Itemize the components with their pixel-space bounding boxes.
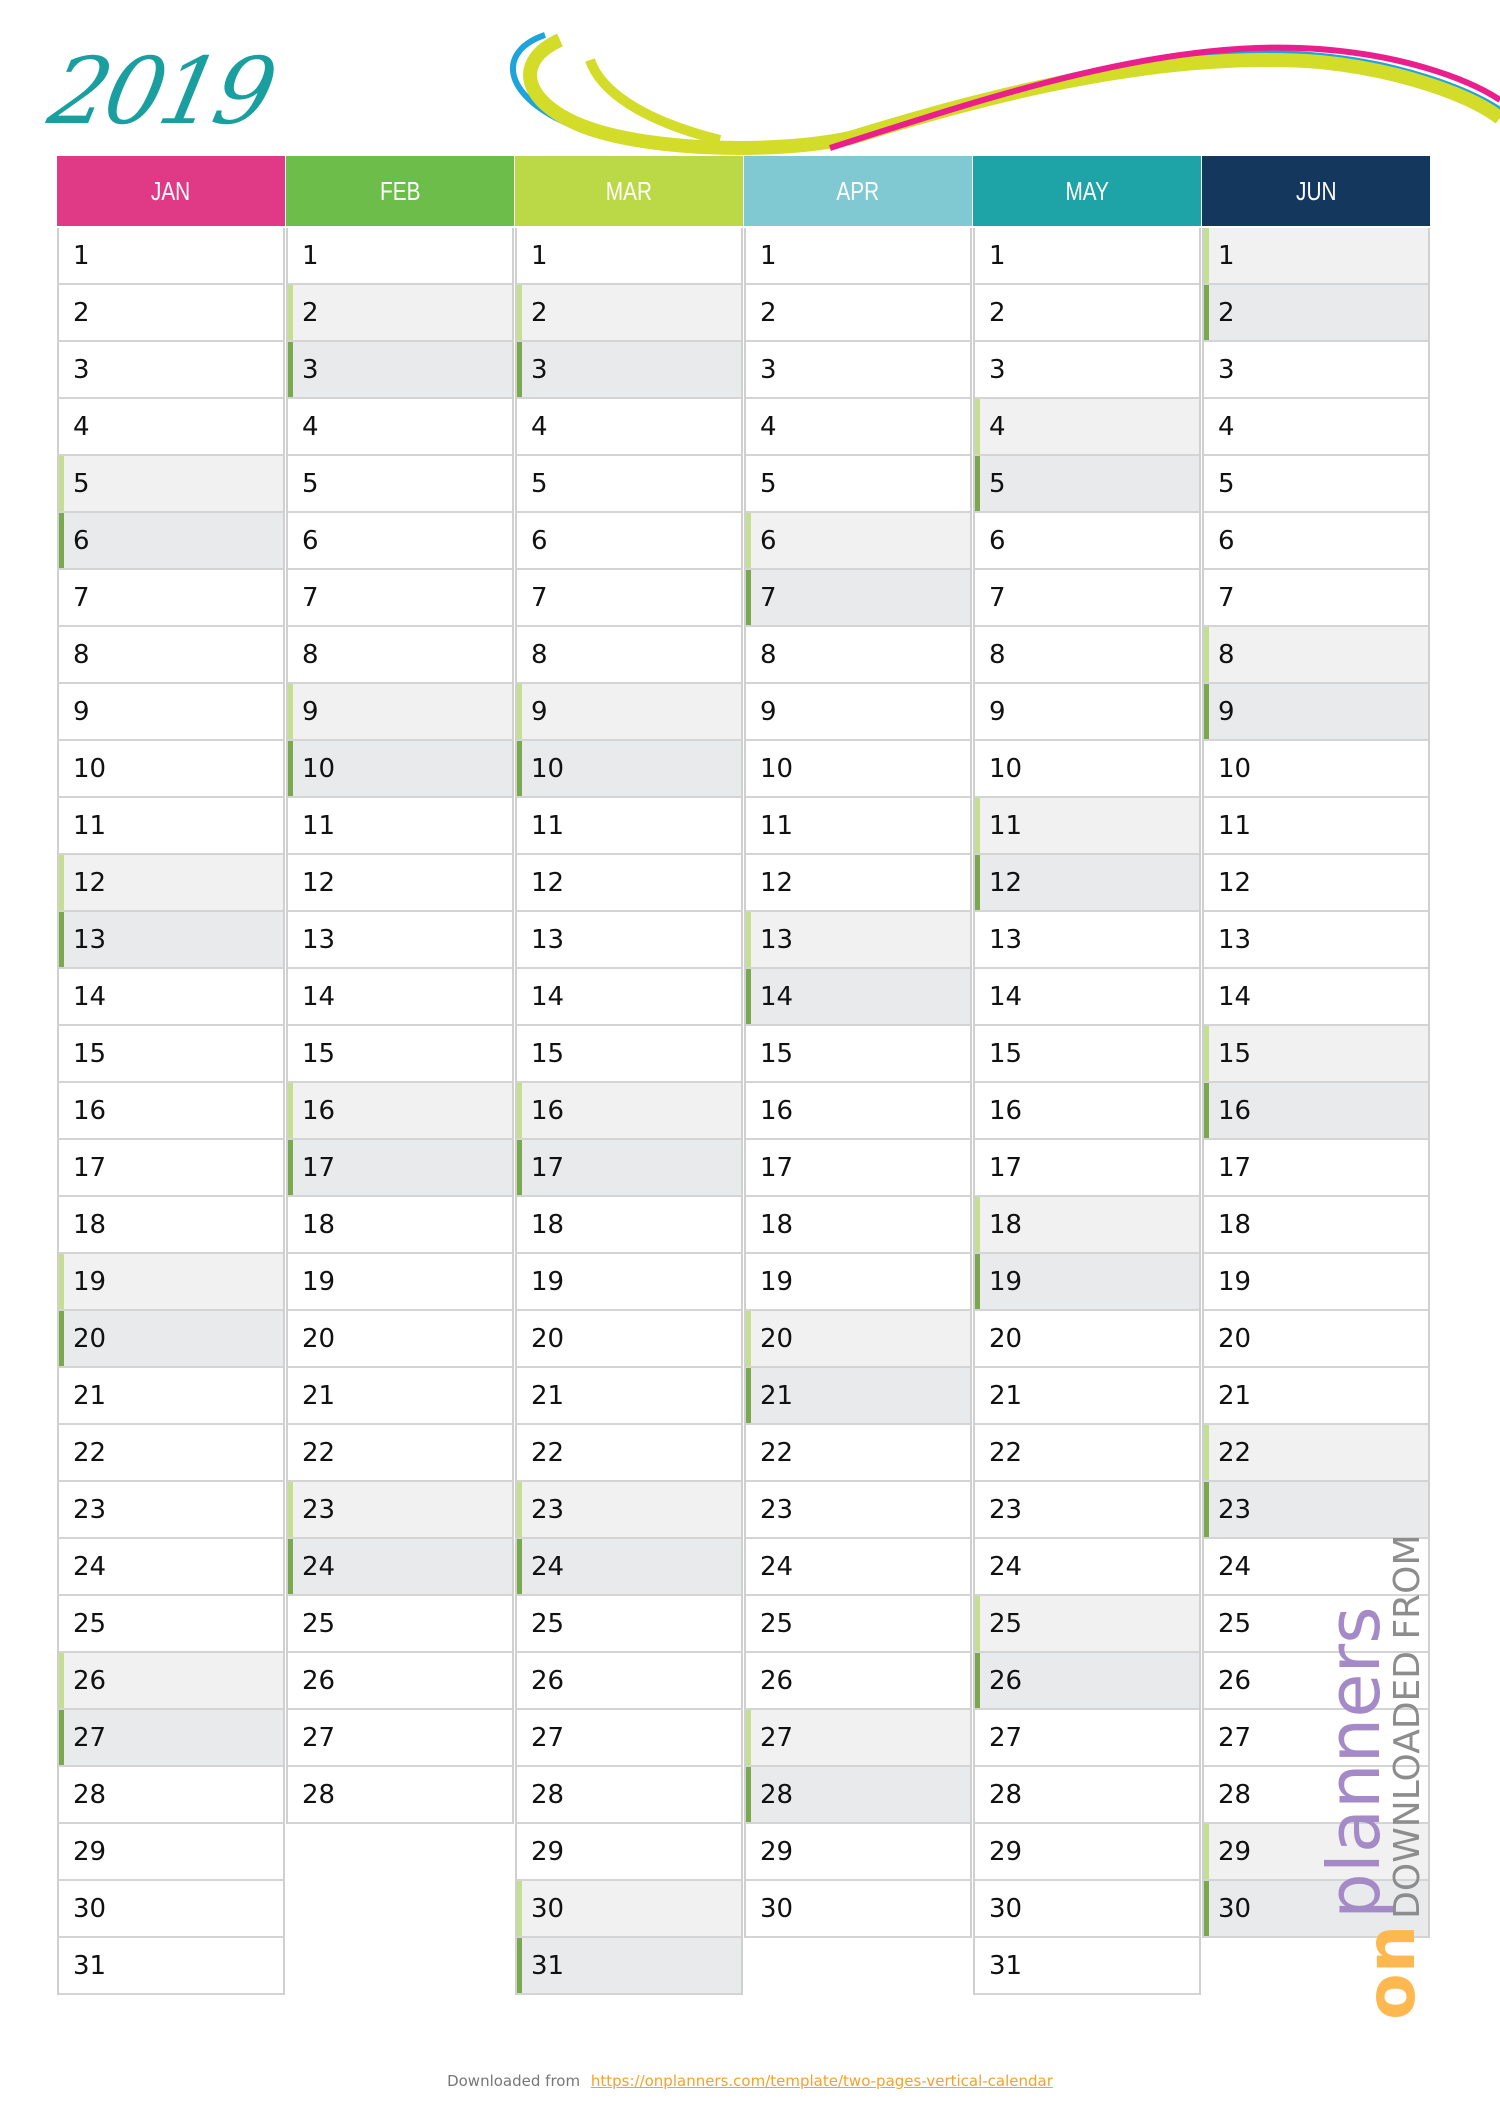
day-cell[interactable]: 18 — [746, 1197, 970, 1254]
day-cell[interactable]: 29 — [975, 1824, 1199, 1881]
day-cell[interactable]: 25 — [59, 1596, 283, 1653]
day-cell[interactable]: 14 — [975, 969, 1199, 1026]
day-cell[interactable]: 10 — [59, 741, 283, 798]
day-cell[interactable]: 22 — [1204, 1425, 1428, 1482]
day-cell[interactable]: 9 — [288, 684, 512, 741]
day-cell[interactable]: 22 — [975, 1425, 1199, 1482]
day-cell[interactable]: 6 — [288, 513, 512, 570]
day-cell[interactable]: 3 — [1204, 342, 1428, 399]
day-cell[interactable]: 26 — [517, 1653, 741, 1710]
year-title: 2019 — [40, 38, 282, 145]
day-cell[interactable]: 19 — [975, 1254, 1199, 1311]
day-cell[interactable]: 20 — [746, 1311, 970, 1368]
day-cell[interactable]: 17 — [746, 1140, 970, 1197]
day-cell[interactable]: 27 — [975, 1710, 1199, 1767]
day-cell[interactable]: 12 — [975, 855, 1199, 912]
day-cell[interactable]: 9 — [746, 684, 970, 741]
day-cell[interactable]: 5 — [1204, 456, 1428, 513]
day-cell[interactable]: 12 — [288, 855, 512, 912]
day-cell[interactable]: 10 — [517, 741, 741, 798]
watermark — [1312, 1534, 1431, 2020]
day-cell[interactable]: 12 — [517, 855, 741, 912]
day-cell[interactable]: 12 — [746, 855, 970, 912]
day-cell[interactable]: 10 — [1204, 741, 1428, 798]
day-cell[interactable]: 21 — [288, 1368, 512, 1425]
day-cell[interactable]: 13 — [746, 912, 970, 969]
day-cell[interactable]: 15 — [517, 1026, 741, 1083]
day-cell[interactable]: 25 — [746, 1596, 970, 1653]
day-cell[interactable]: 21 — [517, 1368, 741, 1425]
day-cell[interactable]: 23 — [59, 1482, 283, 1539]
day-cell[interactable]: 4 — [975, 399, 1199, 456]
month-header — [286, 156, 514, 226]
day-cell[interactable]: 2 — [975, 285, 1199, 342]
day-cell[interactable]: 18 — [517, 1197, 741, 1254]
month-column-jan — [57, 156, 285, 1995]
day-cell[interactable]: 14 — [59, 969, 283, 1026]
day-cell[interactable]: 23 — [517, 1482, 741, 1539]
day-cell[interactable]: 9 — [517, 684, 741, 741]
day-cell[interactable]: 20 — [517, 1311, 741, 1368]
day-cell[interactable]: 14 — [746, 969, 970, 1026]
day-cell[interactable]: 3 — [975, 342, 1199, 399]
day-cell[interactable]: 3 — [288, 342, 512, 399]
day-cell[interactable]: 27 — [1204, 1710, 1428, 1767]
day-cell[interactable]: 19 — [288, 1254, 512, 1311]
day-cell[interactable]: 14 — [288, 969, 512, 1026]
day-cell[interactable]: 2 — [1204, 285, 1428, 342]
month-column-may — [973, 156, 1201, 1995]
day-cell[interactable]: 22 — [746, 1425, 970, 1482]
day-cell[interactable]: 24 — [288, 1539, 512, 1596]
day-cell[interactable]: 29 — [1204, 1824, 1428, 1881]
day-cell[interactable]: 2 — [288, 285, 512, 342]
day-cell[interactable]: 31 — [59, 1938, 283, 1995]
day-cell[interactable]: 5 — [288, 456, 512, 513]
day-cell[interactable]: 16 — [975, 1083, 1199, 1140]
day-list — [286, 228, 514, 1824]
day-cell[interactable]: 24 — [59, 1539, 283, 1596]
day-cell[interactable]: 21 — [975, 1368, 1199, 1425]
day-cell[interactable]: 6 — [1204, 513, 1428, 570]
day-cell[interactable]: 13 — [288, 912, 512, 969]
day-cell[interactable]: 28 — [975, 1767, 1199, 1824]
month-label: MAR — [605, 175, 653, 206]
day-cell[interactable]: 4 — [1204, 399, 1428, 456]
day-cell[interactable]: 11 — [288, 798, 512, 855]
day-cell[interactable]: 8 — [59, 627, 283, 684]
day-cell[interactable]: 5 — [59, 456, 283, 513]
day-cell[interactable]: 6 — [517, 513, 741, 570]
day-list — [515, 228, 743, 1995]
day-cell[interactable]: 3 — [517, 342, 741, 399]
month-header — [515, 156, 743, 226]
month-label: JAN — [151, 175, 191, 206]
day-cell[interactable]: 23 — [1204, 1482, 1428, 1539]
day-cell[interactable]: 8 — [746, 627, 970, 684]
day-cell[interactable]: 18 — [975, 1197, 1199, 1254]
day-cell[interactable]: 14 — [517, 969, 741, 1026]
day-cell[interactable]: 8 — [1204, 627, 1428, 684]
day-cell[interactable]: 20 — [1204, 1311, 1428, 1368]
day-cell[interactable]: 31 — [517, 1938, 741, 1995]
month-header — [744, 156, 972, 226]
day-cell[interactable]: 17 — [288, 1140, 512, 1197]
day-cell[interactable]: 20 — [975, 1311, 1199, 1368]
day-cell[interactable]: 4 — [746, 399, 970, 456]
day-cell[interactable]: 17 — [517, 1140, 741, 1197]
day-cell[interactable]: 1 — [1204, 228, 1428, 285]
day-cell[interactable]: 15 — [288, 1026, 512, 1083]
day-cell[interactable]: 11 — [59, 798, 283, 855]
day-cell[interactable]: 7 — [746, 570, 970, 627]
day-cell[interactable]: 22 — [517, 1425, 741, 1482]
day-cell[interactable]: 7 — [1204, 570, 1428, 627]
day-cell[interactable]: 5 — [975, 456, 1199, 513]
footer-link[interactable]: https://onplanners.com/template/two-pages-vertical-calendar — [590, 2072, 1053, 2090]
day-cell[interactable]: 4 — [59, 399, 283, 456]
day-cell[interactable]: 9 — [1204, 684, 1428, 741]
day-cell[interactable]: 5 — [746, 456, 970, 513]
day-cell[interactable]: 23 — [975, 1482, 1199, 1539]
month-header — [57, 156, 285, 226]
day-cell[interactable]: 1 — [59, 228, 283, 285]
day-cell[interactable]: 11 — [517, 798, 741, 855]
day-cell[interactable]: 2 — [517, 285, 741, 342]
day-cell[interactable]: 20 — [59, 1311, 283, 1368]
day-cell[interactable]: 4 — [288, 399, 512, 456]
day-cell[interactable]: 17 — [59, 1140, 283, 1197]
footer-text: Downloaded from — [447, 2072, 581, 2090]
month-label: FEB — [379, 175, 421, 206]
day-cell[interactable]: 16 — [517, 1083, 741, 1140]
day-cell[interactable]: 30 — [746, 1881, 970, 1938]
day-cell[interactable]: 6 — [59, 513, 283, 570]
day-cell[interactable]: 25 — [975, 1596, 1199, 1653]
day-cell[interactable]: 23 — [288, 1482, 512, 1539]
day-cell[interactable]: 21 — [1204, 1368, 1428, 1425]
day-cell[interactable]: 8 — [517, 627, 741, 684]
day-cell[interactable]: 1 — [746, 228, 970, 285]
watermark-brand-on: on — [1352, 1924, 1431, 2020]
day-cell[interactable]: 31 — [975, 1938, 1199, 1995]
day-cell[interactable]: 25 — [517, 1596, 741, 1653]
day-cell[interactable]: 1 — [975, 228, 1199, 285]
day-cell[interactable]: 12 — [59, 855, 283, 912]
day-cell[interactable]: 3 — [746, 342, 970, 399]
day-cell[interactable]: 7 — [288, 570, 512, 627]
day-cell[interactable]: 16 — [288, 1083, 512, 1140]
day-cell[interactable]: 28 — [517, 1767, 741, 1824]
day-cell[interactable]: 10 — [746, 741, 970, 798]
day-cell[interactable]: 30 — [59, 1881, 283, 1938]
day-cell[interactable]: 2 — [59, 285, 283, 342]
month-column-apr — [744, 156, 972, 1995]
day-cell[interactable]: 23 — [746, 1482, 970, 1539]
day-cell[interactable]: 10 — [975, 741, 1199, 798]
day-cell[interactable]: 19 — [746, 1254, 970, 1311]
day-cell[interactable]: 28 — [1204, 1767, 1428, 1824]
day-cell[interactable]: 10 — [288, 741, 512, 798]
day-cell[interactable]: 17 — [975, 1140, 1199, 1197]
day-cell[interactable]: 15 — [1204, 1026, 1428, 1083]
day-cell[interactable]: 26 — [1204, 1653, 1428, 1710]
day-cell[interactable]: 11 — [746, 798, 970, 855]
day-cell[interactable]: 19 — [59, 1254, 283, 1311]
day-cell[interactable]: 18 — [59, 1197, 283, 1254]
day-cell[interactable]: 17 — [1204, 1140, 1428, 1197]
day-cell[interactable]: 27 — [517, 1710, 741, 1767]
calendar-grid — [57, 156, 1431, 1995]
day-cell[interactable]: 27 — [288, 1710, 512, 1767]
month-column-feb — [286, 156, 514, 1995]
day-cell[interactable]: 26 — [288, 1653, 512, 1710]
day-cell[interactable]: 4 — [517, 399, 741, 456]
day-cell[interactable]: 13 — [1204, 912, 1428, 969]
day-cell[interactable]: 25 — [288, 1596, 512, 1653]
day-cell[interactable]: 18 — [1204, 1197, 1428, 1254]
day-cell[interactable]: 26 — [59, 1653, 283, 1710]
day-cell[interactable]: 15 — [975, 1026, 1199, 1083]
day-cell[interactable]: 13 — [517, 912, 741, 969]
day-cell[interactable]: 25 — [1204, 1596, 1428, 1653]
day-cell[interactable]: 30 — [975, 1881, 1199, 1938]
day-cell[interactable]: 24 — [1204, 1539, 1428, 1596]
day-cell[interactable]: 7 — [517, 570, 741, 627]
day-list — [973, 228, 1201, 1995]
day-cell[interactable]: 1 — [517, 228, 741, 285]
day-cell[interactable]: 15 — [746, 1026, 970, 1083]
day-cell[interactable]: 5 — [517, 456, 741, 513]
day-cell[interactable]: 30 — [1204, 1881, 1428, 1938]
day-cell[interactable]: 21 — [746, 1368, 970, 1425]
day-cell[interactable]: 12 — [1204, 855, 1428, 912]
day-cell[interactable]: 6 — [975, 513, 1199, 570]
day-cell[interactable]: 8 — [975, 627, 1199, 684]
day-cell[interactable]: 1 — [288, 228, 512, 285]
day-cell[interactable]: 8 — [288, 627, 512, 684]
day-cell[interactable]: 27 — [746, 1710, 970, 1767]
day-cell[interactable]: 6 — [746, 513, 970, 570]
watermark-prefix: DOWNLOADED FROM — [1387, 1534, 1428, 1919]
day-cell[interactable]: 30 — [517, 1881, 741, 1938]
day-list — [57, 228, 285, 1995]
day-cell[interactable]: 24 — [517, 1539, 741, 1596]
day-cell[interactable]: 3 — [59, 342, 283, 399]
day-cell[interactable]: 21 — [59, 1368, 283, 1425]
day-cell[interactable]: 15 — [59, 1026, 283, 1083]
day-cell[interactable]: 20 — [288, 1311, 512, 1368]
day-cell[interactable]: 13 — [59, 912, 283, 969]
day-list — [744, 228, 972, 1938]
day-cell[interactable]: 26 — [975, 1653, 1199, 1710]
day-cell[interactable]: 28 — [746, 1767, 970, 1824]
footer — [0, 2072, 1500, 2090]
day-cell[interactable]: 28 — [59, 1767, 283, 1824]
day-cell[interactable]: 16 — [746, 1083, 970, 1140]
day-cell[interactable]: 19 — [1204, 1254, 1428, 1311]
day-cell[interactable]: 22 — [59, 1425, 283, 1482]
day-cell[interactable]: 11 — [1204, 798, 1428, 855]
day-cell[interactable]: 29 — [59, 1824, 283, 1881]
day-cell[interactable]: 9 — [59, 684, 283, 741]
day-cell[interactable]: 9 — [975, 684, 1199, 741]
day-cell[interactable]: 29 — [746, 1824, 970, 1881]
day-cell[interactable]: 14 — [1204, 969, 1428, 1026]
day-cell[interactable]: 24 — [746, 1539, 970, 1596]
day-cell[interactable]: 26 — [746, 1653, 970, 1710]
day-cell[interactable]: 2 — [746, 285, 970, 342]
day-cell[interactable]: 28 — [288, 1767, 512, 1824]
month-label: MAY — [1065, 175, 1109, 206]
day-cell[interactable]: 22 — [288, 1425, 512, 1482]
day-cell[interactable]: 29 — [517, 1824, 741, 1881]
day-cell[interactable]: 18 — [288, 1197, 512, 1254]
day-cell[interactable]: 16 — [1204, 1083, 1428, 1140]
month-column-mar — [515, 156, 743, 1995]
month-label: JUN — [1295, 175, 1337, 206]
day-cell[interactable]: 7 — [975, 570, 1199, 627]
day-cell[interactable]: 27 — [59, 1710, 283, 1767]
day-cell[interactable]: 19 — [517, 1254, 741, 1311]
day-cell[interactable]: 16 — [59, 1083, 283, 1140]
month-header — [1202, 156, 1430, 226]
day-cell[interactable]: 24 — [975, 1539, 1199, 1596]
day-cell[interactable]: 7 — [59, 570, 283, 627]
watermark-brand-planners: planners — [1312, 1606, 1396, 1919]
day-cell[interactable]: 11 — [975, 798, 1199, 855]
day-cell[interactable]: 13 — [975, 912, 1199, 969]
month-label: APR — [836, 175, 880, 206]
month-header — [973, 156, 1201, 226]
